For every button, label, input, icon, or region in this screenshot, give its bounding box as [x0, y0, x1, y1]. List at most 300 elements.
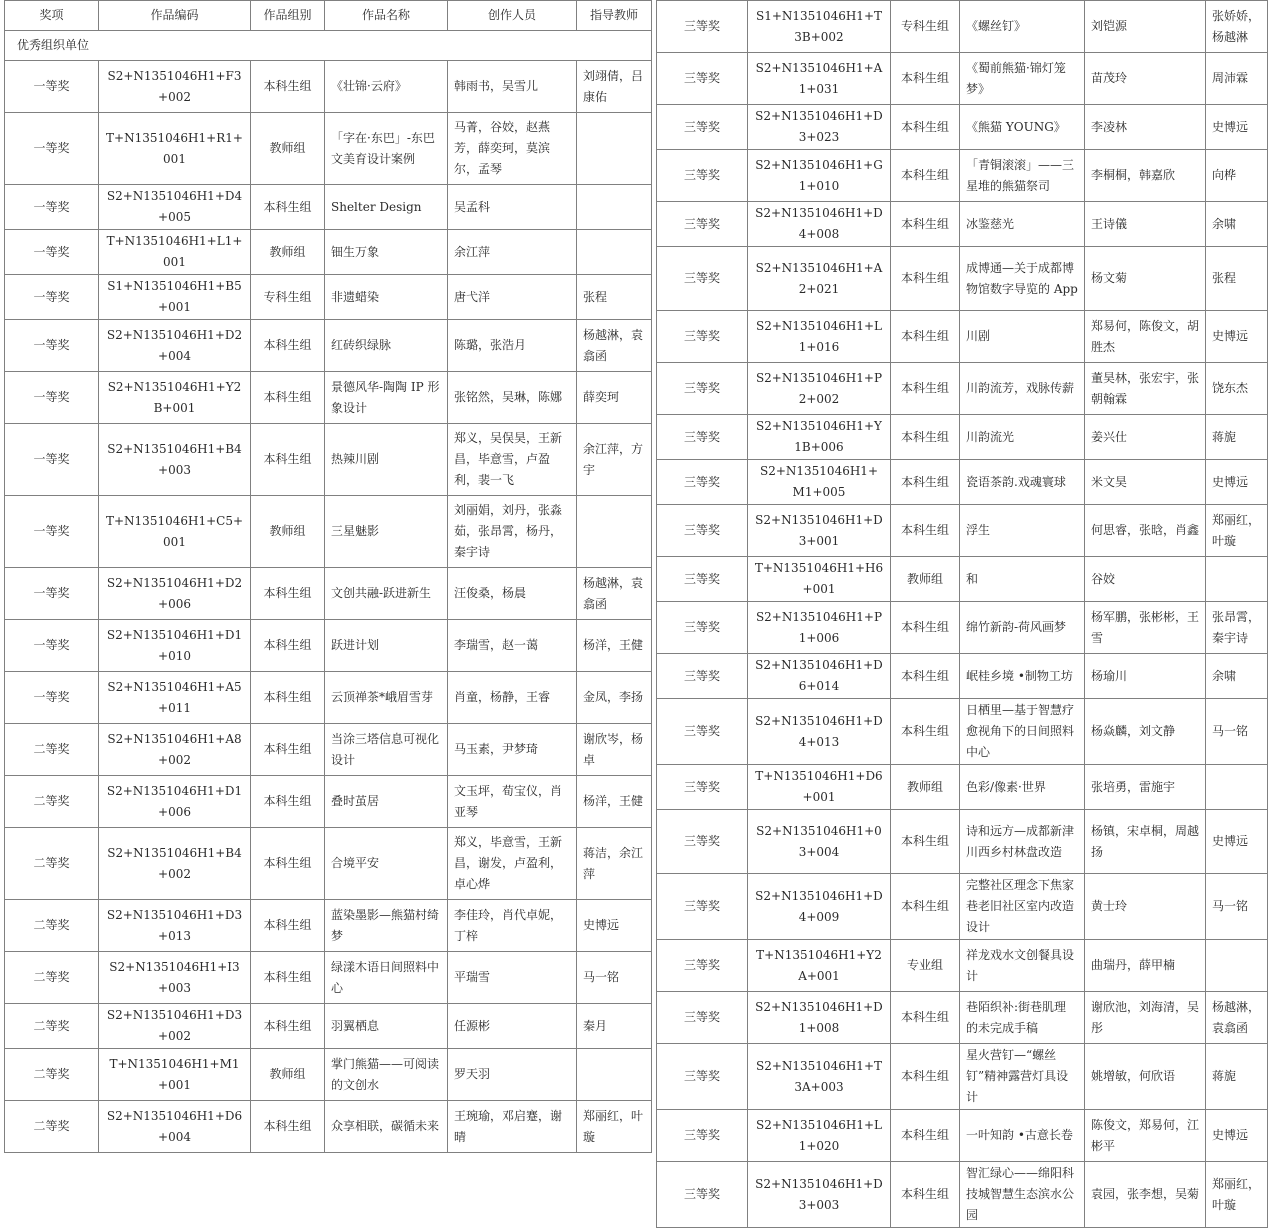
- award-cell: 三等奖: [657, 311, 748, 363]
- table-row: [5, 230, 652, 275]
- code-cell: S2+N1351046H1+D4+009: [748, 874, 891, 940]
- table-row: [5, 113, 652, 185]
- code-cell: S1+N1351046H1+B5+001: [99, 275, 251, 320]
- group-cell: 教师组: [891, 765, 960, 810]
- code-cell: S2+N1351046H1+03+004: [748, 810, 891, 874]
- advisor-cell: 杨洋，王健: [577, 620, 652, 672]
- title-cell: 《螺丝钉》: [960, 1, 1085, 53]
- title-cell: 云顶禅茶*峨眉雪芽: [325, 672, 448, 724]
- code-cell: S2+N1351046H1+A5+011: [99, 672, 251, 724]
- creators-cell: 王诗儀: [1085, 202, 1206, 247]
- group-cell: 专科生组: [251, 275, 325, 320]
- code-cell: S2+N1351046H1+D3+003: [748, 1162, 891, 1228]
- award-cell: 三等奖: [657, 363, 748, 415]
- advisor-cell: 郑丽红，叶璇: [1206, 505, 1268, 557]
- group-cell: 本科生组: [891, 1162, 960, 1228]
- code-cell: S2+N1351046H1+L1+020: [748, 1110, 891, 1162]
- creators-cell: 文玉坪，荀宝仪，肖亚琴: [448, 776, 577, 828]
- group-cell: 教师组: [251, 1049, 325, 1101]
- creators-cell: 郑义，毕意雪，王新昌，谢发，卢盈利，卓心烨: [448, 828, 577, 900]
- column-header: 奖项: [5, 1, 99, 31]
- award-cell: 二等奖: [5, 1004, 99, 1049]
- code-cell: S2+N1351046H1+D1+010: [99, 620, 251, 672]
- title-cell: 文创共融-跃进新生: [325, 568, 448, 620]
- group-cell: 本科生组: [251, 900, 325, 952]
- table-row: [657, 505, 1268, 557]
- table-row: [657, 557, 1268, 602]
- table-row: [5, 61, 652, 113]
- code-cell: S2+N1351046H1+A2+021: [748, 247, 891, 311]
- title-cell: 瓷语茶韵.戏魂寰球: [960, 460, 1085, 505]
- advisor-cell: 史博远: [1206, 105, 1268, 150]
- creators-cell: 米文昊: [1085, 460, 1206, 505]
- award-cell: 三等奖: [657, 202, 748, 247]
- table-row: [5, 900, 652, 952]
- advisor-cell: 金凤，李扬: [577, 672, 652, 724]
- award-cell: 三等奖: [657, 150, 748, 202]
- award-cell: 二等奖: [5, 776, 99, 828]
- creators-cell: 杨瑜川: [1085, 654, 1206, 699]
- title-cell: 《壮锦·云府》: [325, 61, 448, 113]
- code-cell: S2+N1351046H1+D4+013: [748, 699, 891, 765]
- creators-cell: 李瑞雪，赵一蔼: [448, 620, 577, 672]
- group-cell: 本科生组: [891, 992, 960, 1044]
- creators-cell: 刘丽娟，刘丹，张淼茹，张昂霄，杨丹，秦宇诗: [448, 496, 577, 568]
- title-cell: 和: [960, 557, 1085, 602]
- creators-cell: 李凌林: [1085, 105, 1206, 150]
- award-cell: 三等奖: [657, 505, 748, 557]
- title-cell: 日栖里—基于智慧疗愈视角下的日间照料中心: [960, 699, 1085, 765]
- code-cell: S2+N1351046H1+A8+002: [99, 724, 251, 776]
- title-cell: 《蜀前熊猫·锦灯笼梦》: [960, 53, 1085, 105]
- award-cell: 一等奖: [5, 275, 99, 320]
- award-cell: 三等奖: [657, 874, 748, 940]
- title-cell: 景德风华-陶陶 IP 形象设计: [325, 372, 448, 424]
- table-row: [657, 1, 1268, 53]
- group-cell: 本科生组: [891, 247, 960, 311]
- award-cell: 二等奖: [5, 1049, 99, 1101]
- title-cell: 「字在·东巴」-东巴文美育设计案例: [325, 113, 448, 185]
- award-cell: 三等奖: [657, 940, 748, 992]
- award-cell: 一等奖: [5, 620, 99, 672]
- group-cell: 本科生组: [251, 320, 325, 372]
- advisor-cell: 余江萍，方宇: [577, 424, 652, 496]
- table-row: [5, 1049, 652, 1101]
- creators-cell: 曲瑞丹，薛甲楠: [1085, 940, 1206, 992]
- title-cell: 浮生: [960, 505, 1085, 557]
- code-cell: T+N1351046H1+M1+001: [99, 1049, 251, 1101]
- group-cell: 本科生组: [891, 53, 960, 105]
- group-cell: 本科生组: [251, 1004, 325, 1049]
- award-cell: 三等奖: [657, 105, 748, 150]
- table-row: [657, 1162, 1268, 1228]
- advisor-cell: 史博远: [1206, 311, 1268, 363]
- code-cell: T+N1351046H1+D6+001: [748, 765, 891, 810]
- table-row: [657, 810, 1268, 874]
- advisor-cell: 饶东杰: [1206, 363, 1268, 415]
- group-cell: 本科生组: [891, 363, 960, 415]
- code-cell: S2+N1351046H1+P2+002: [748, 363, 891, 415]
- award-cell: 三等奖: [657, 557, 748, 602]
- creators-cell: 李桐桐，韩嘉欣: [1085, 150, 1206, 202]
- title-cell: 冰鉴慈光: [960, 202, 1085, 247]
- code-cell: S2+N1351046H1+F3+002: [99, 61, 251, 113]
- title-cell: 非遗蜡染: [325, 275, 448, 320]
- creators-cell: 董昊林，张宏宇，张朝翰霖: [1085, 363, 1206, 415]
- group-cell: 专科生组: [891, 1, 960, 53]
- group-cell: 本科生组: [891, 699, 960, 765]
- title-cell: 岷桂乡境 •制物工坊: [960, 654, 1085, 699]
- creators-cell: 张铭然，吴琳，陈娜: [448, 372, 577, 424]
- table-row: [657, 654, 1268, 699]
- code-cell: T+N1351046H1+Y2A+001: [748, 940, 891, 992]
- code-cell: S2+N1351046H1+D3+002: [99, 1004, 251, 1049]
- code-cell: T+N1351046H1+H6+001: [748, 557, 891, 602]
- creators-cell: 杨镇，宋卓桐，周越扬: [1085, 810, 1206, 874]
- group-cell: 本科生组: [251, 372, 325, 424]
- creators-cell: 肖童，杨静，王睿: [448, 672, 577, 724]
- creators-cell: 吴孟科: [448, 185, 577, 230]
- award-cell: 一等奖: [5, 568, 99, 620]
- group-cell: 教师组: [251, 496, 325, 568]
- group-cell: 本科生组: [251, 61, 325, 113]
- group-cell: 本科生组: [891, 105, 960, 150]
- table-row: [657, 699, 1268, 765]
- table-row: [5, 185, 652, 230]
- code-cell: S2+N1351046H1+B4+002: [99, 828, 251, 900]
- table-row: [657, 765, 1268, 810]
- group-cell: 本科生组: [891, 202, 960, 247]
- group-cell: 本科生组: [891, 874, 960, 940]
- column-header: 作品名称: [325, 1, 448, 31]
- group-cell: 本科生组: [891, 415, 960, 460]
- table-row: [657, 874, 1268, 940]
- title-cell: 《熊猫 YOUNG》: [960, 105, 1085, 150]
- code-cell: S2+N1351046H1+D6+014: [748, 654, 891, 699]
- code-cell: T+N1351046H1+L1+001: [99, 230, 251, 275]
- title-cell: Shelter Design: [325, 185, 448, 230]
- award-cell: 三等奖: [657, 53, 748, 105]
- table-row: [657, 311, 1268, 363]
- creators-cell: 郑易何，陈俊文，胡胜杰: [1085, 311, 1206, 363]
- table-row: [5, 496, 652, 568]
- advisor-cell: [577, 113, 652, 185]
- title-cell: 绵竹新韵-荷风画梦: [960, 602, 1085, 654]
- code-cell: S2+N1351046H1+B4+003: [99, 424, 251, 496]
- award-cell: 一等奖: [5, 424, 99, 496]
- advisor-cell: 杨洋，王健: [577, 776, 652, 828]
- creators-cell: 平瑞雪: [448, 952, 577, 1004]
- award-cell: 二等奖: [5, 1101, 99, 1153]
- left-column: [4, 0, 652, 1153]
- group-cell: 本科生组: [251, 620, 325, 672]
- table-row: [5, 672, 652, 724]
- title-cell: 智汇绿心——绵阳科技城智慧生态滨水公园: [960, 1162, 1085, 1228]
- advisor-cell: 谢欣岑，杨卓: [577, 724, 652, 776]
- advisor-cell: 余啸: [1206, 202, 1268, 247]
- advisor-cell: 刘翊倩，吕康佑: [577, 61, 652, 113]
- advisor-cell: 杨越淋，袁翕函: [577, 320, 652, 372]
- title-cell: 众享相联，碳循未来: [325, 1101, 448, 1153]
- title-cell: 掌门熊猫——可阅读的文创水: [325, 1049, 448, 1101]
- code-cell: S2+N1351046H1+G1+010: [748, 150, 891, 202]
- advisor-cell: [577, 230, 652, 275]
- table-row: [5, 1101, 652, 1153]
- table-row: [657, 202, 1268, 247]
- award-cell: 二等奖: [5, 952, 99, 1004]
- title-cell: 跃进计划: [325, 620, 448, 672]
- group-cell: 本科生组: [251, 776, 325, 828]
- creators-cell: 姚增敏，何欣语: [1085, 1044, 1206, 1110]
- title-cell: 一叶知韵 •古意长卷: [960, 1110, 1085, 1162]
- creators-cell: 余江萍: [448, 230, 577, 275]
- title-cell: 川剧: [960, 311, 1085, 363]
- award-cell: 二等奖: [5, 828, 99, 900]
- group-cell: 本科生组: [251, 672, 325, 724]
- creators-cell: 谷姣: [1085, 557, 1206, 602]
- table-header-row: [5, 1, 652, 31]
- title-cell: 色彩/像素·世界: [960, 765, 1085, 810]
- title-cell: 川韵流光: [960, 415, 1085, 460]
- title-cell: 完整社区理念下焦家巷老旧社区室内改造设计: [960, 874, 1085, 940]
- column-header: 作品编码: [99, 1, 251, 31]
- award-cell: 一等奖: [5, 185, 99, 230]
- section-row: [5, 31, 652, 61]
- group-cell: 本科生组: [891, 602, 960, 654]
- advisor-cell: 史博远: [1206, 810, 1268, 874]
- table-row: [5, 952, 652, 1004]
- section-title: 优秀组织单位: [5, 31, 652, 61]
- title-cell: 星火营钉—“螺丝钉”精神露营灯具设计: [960, 1044, 1085, 1110]
- award-cell: 二等奖: [5, 724, 99, 776]
- table-row: [5, 724, 652, 776]
- advisor-cell: 史博远: [577, 900, 652, 952]
- code-cell: S2+N1351046H1+L1+016: [748, 311, 891, 363]
- table-row: [657, 415, 1268, 460]
- table-row: [5, 275, 652, 320]
- award-cell: 一等奖: [5, 61, 99, 113]
- creators-cell: 杨焱麟，刘文静: [1085, 699, 1206, 765]
- award-cell: 三等奖: [657, 602, 748, 654]
- code-cell: S2+N1351046H1+D2+004: [99, 320, 251, 372]
- group-cell: 本科生组: [251, 828, 325, 900]
- group-cell: 本科生组: [891, 1044, 960, 1110]
- code-cell: S1+N1351046H1+T3B+002: [748, 1, 891, 53]
- table-row: [5, 568, 652, 620]
- creators-cell: 姜兴仕: [1085, 415, 1206, 460]
- table-row: [657, 940, 1268, 992]
- group-cell: 本科生组: [891, 150, 960, 202]
- group-cell: 本科生组: [251, 424, 325, 496]
- code-cell: T+N1351046H1+C5+001: [99, 496, 251, 568]
- table-row: [657, 105, 1268, 150]
- table-row: [657, 247, 1268, 311]
- code-cell: S2+N1351046H1+D4+008: [748, 202, 891, 247]
- code-cell: S2+N1351046H1+D1+008: [748, 992, 891, 1044]
- title-cell: 当涂三塔信息可视化设计: [325, 724, 448, 776]
- group-cell: 本科生组: [891, 1110, 960, 1162]
- award-cell: 三等奖: [657, 654, 748, 699]
- group-cell: 本科生组: [891, 810, 960, 874]
- table-row: [657, 1110, 1268, 1162]
- creators-cell: 王琬瑜，邓启蹇，谢晴: [448, 1101, 577, 1153]
- award-cell: 三等奖: [657, 810, 748, 874]
- title-cell: 羽翼栖息: [325, 1004, 448, 1049]
- group-cell: 专业组: [891, 940, 960, 992]
- group-cell: 本科生组: [891, 460, 960, 505]
- code-cell: S2+N1351046H1+I3+003: [99, 952, 251, 1004]
- advisor-cell: [1206, 940, 1268, 992]
- advisor-cell: 马一铭: [1206, 874, 1268, 940]
- award-cell: 三等奖: [657, 765, 748, 810]
- award-cell: 三等奖: [657, 1110, 748, 1162]
- creators-cell: 郑义，吴俣昊，王新昌，毕意雪，卢盈利，裴一飞: [448, 424, 577, 496]
- column-header: 指导教师: [577, 1, 652, 31]
- group-cell: 本科生组: [891, 505, 960, 557]
- group-cell: 本科生组: [251, 724, 325, 776]
- table-row: [657, 150, 1268, 202]
- award-cell: 三等奖: [657, 1162, 748, 1228]
- code-cell: S2+N1351046H1+D3+023: [748, 105, 891, 150]
- title-cell: 红砖织绿脉: [325, 320, 448, 372]
- code-cell: S2+N1351046H1+D3+001: [748, 505, 891, 557]
- title-cell: 三星魅影: [325, 496, 448, 568]
- advisor-cell: 秦月: [577, 1004, 652, 1049]
- table-row: [657, 1044, 1268, 1110]
- code-cell: S2+N1351046H1+D1+006: [99, 776, 251, 828]
- award-cell: 一等奖: [5, 320, 99, 372]
- code-cell: S2+N1351046H1+P1+006: [748, 602, 891, 654]
- code-cell: S2+N1351046H1+D4+005: [99, 185, 251, 230]
- title-cell: 成博通—关于成都博物馆数字导览的 App: [960, 247, 1085, 311]
- table-row: [5, 776, 652, 828]
- column-header: 创作人员: [448, 1, 577, 31]
- advisor-cell: 蒋旎: [1206, 1044, 1268, 1110]
- creators-cell: 苗茂玲: [1085, 53, 1206, 105]
- creators-cell: 陈俊文，郑易何，江彬平: [1085, 1110, 1206, 1162]
- creators-cell: 马菁，谷姣，赵燕芳，薛奕珂，莫滨尔，孟琴: [448, 113, 577, 185]
- creators-cell: 唐弋洋: [448, 275, 577, 320]
- advisor-cell: [577, 1049, 652, 1101]
- creators-cell: 张培勇，雷施宇: [1085, 765, 1206, 810]
- advisor-cell: 郑丽红，叶璇: [577, 1101, 652, 1153]
- table-row: [5, 1004, 652, 1049]
- advisor-cell: [1206, 557, 1268, 602]
- code-cell: S2+N1351046H1+Y1B+006: [748, 415, 891, 460]
- title-cell: 叠时茧居: [325, 776, 448, 828]
- right-column: [656, 0, 1268, 1228]
- award-cell: 一等奖: [5, 672, 99, 724]
- column-header: 作品组别: [251, 1, 325, 31]
- creators-cell: 马玉素，尹梦琦: [448, 724, 577, 776]
- advisor-cell: 杨越淋，袁翕函: [577, 568, 652, 620]
- creators-cell: 杨文菊: [1085, 247, 1206, 311]
- creators-cell: 韩雨书，吴雪儿: [448, 61, 577, 113]
- advisor-cell: 史博远: [1206, 460, 1268, 505]
- advisor-cell: 张娇娇，杨越淋: [1206, 1, 1268, 53]
- advisor-cell: 薛奕珂: [577, 372, 652, 424]
- award-cell: 三等奖: [657, 415, 748, 460]
- table-row: [657, 363, 1268, 415]
- group-cell: 教师组: [251, 230, 325, 275]
- award-cell: 三等奖: [657, 460, 748, 505]
- advisor-cell: 马一铭: [1206, 699, 1268, 765]
- table-row: [657, 460, 1268, 505]
- title-cell: 「青铜滚滚」——三星堆的熊猫祭司: [960, 150, 1085, 202]
- title-cell: 钿生万象: [325, 230, 448, 275]
- creators-cell: 李佳玲，肖代卓妮，丁梓: [448, 900, 577, 952]
- creators-cell: 罗天羽: [448, 1049, 577, 1101]
- code-cell: S2+N1351046H1+D2+006: [99, 568, 251, 620]
- advisor-cell: [577, 185, 652, 230]
- advisor-cell: 周沛霖: [1206, 53, 1268, 105]
- creators-cell: 刘铠源: [1085, 1, 1206, 53]
- table-row: [657, 602, 1268, 654]
- table-row: [657, 53, 1268, 105]
- award-cell: 三等奖: [657, 699, 748, 765]
- table-row: [5, 620, 652, 672]
- table-row: [5, 320, 652, 372]
- advisor-cell: 郑丽红，叶璇: [1206, 1162, 1268, 1228]
- advisor-cell: [1206, 765, 1268, 810]
- group-cell: 本科生组: [891, 654, 960, 699]
- advisor-cell: 史博远: [1206, 1110, 1268, 1162]
- group-cell: 教师组: [891, 557, 960, 602]
- advisor-cell: 向桦: [1206, 150, 1268, 202]
- table-row: [5, 424, 652, 496]
- title-cell: 诗和远方—成都新津川西乡村林盘改造: [960, 810, 1085, 874]
- advisor-cell: 张昂霄，秦宇诗: [1206, 602, 1268, 654]
- title-cell: 绿漾木语日间照料中心: [325, 952, 448, 1004]
- creators-cell: 杨军鹏，张彬彬，王雪: [1085, 602, 1206, 654]
- creators-cell: 黄士玲: [1085, 874, 1206, 940]
- advisor-cell: 马一铭: [577, 952, 652, 1004]
- advisor-cell: 张程: [577, 275, 652, 320]
- group-cell: 本科生组: [251, 952, 325, 1004]
- award-cell: 二等奖: [5, 900, 99, 952]
- title-cell: 川韵流芳，戏脉传薪: [960, 363, 1085, 415]
- code-cell: S2+N1351046H1+A1+031: [748, 53, 891, 105]
- group-cell: 本科生组: [251, 185, 325, 230]
- advisor-cell: 余啸: [1206, 654, 1268, 699]
- award-cell: 一等奖: [5, 113, 99, 185]
- title-cell: 祥龙戏水文创餐具设计: [960, 940, 1085, 992]
- code-cell: S2+N1351046H1+D3+013: [99, 900, 251, 952]
- award-cell: 三等奖: [657, 1044, 748, 1110]
- award-cell: 三等奖: [657, 1, 748, 53]
- creators-cell: 袁园，张李想，吴菊: [1085, 1162, 1206, 1228]
- award-cell: 一等奖: [5, 230, 99, 275]
- code-cell: S2+N1351046H1+M1+005: [748, 460, 891, 505]
- group-cell: 本科生组: [251, 1101, 325, 1153]
- group-cell: 本科生组: [251, 568, 325, 620]
- title-cell: 合境平安: [325, 828, 448, 900]
- awards-table-right: [656, 0, 1268, 1228]
- table-row: [5, 372, 652, 424]
- award-cell: 三等奖: [657, 247, 748, 311]
- award-cell: 一等奖: [5, 372, 99, 424]
- table-row: [5, 828, 652, 900]
- award-cell: 三等奖: [657, 992, 748, 1044]
- creators-cell: 陈璐，张浩月: [448, 320, 577, 372]
- table-row: [657, 992, 1268, 1044]
- title-cell: 蓝染墨影—熊猫村绮梦: [325, 900, 448, 952]
- award-cell: 一等奖: [5, 496, 99, 568]
- awards-table-left: [4, 0, 652, 1153]
- creators-cell: 谢欣池，刘海清，吴彤: [1085, 992, 1206, 1044]
- code-cell: S2+N1351046H1+D6+004: [99, 1101, 251, 1153]
- creators-cell: 任源彬: [448, 1004, 577, 1049]
